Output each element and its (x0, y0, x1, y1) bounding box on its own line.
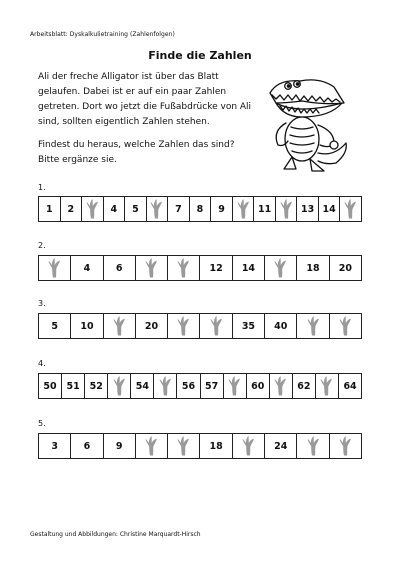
footprint-icon (113, 376, 126, 396)
missing-number-cell[interactable] (276, 197, 298, 221)
footprint-icon (145, 258, 158, 278)
page-title: Finde die Zahlen (148, 49, 252, 62)
missing-number-cell[interactable] (297, 314, 329, 338)
footprint-icon (237, 199, 250, 219)
number-cell: 50 (39, 374, 62, 398)
intro-paragraph-story: Ali der freche Alligator ist über das Blatt gelaufen. Dabei ist er auf ein paar Zahlen getreten. Dort wo jetzt die Fußabdrücke von Ali sind, sollten eigentlich Zahlen stehen. (38, 72, 252, 127)
number-cell: 6 (104, 256, 136, 280)
number-cell: 4 (71, 256, 103, 280)
footprint-icon (159, 376, 172, 396)
number-cell: 3 (39, 434, 71, 458)
number-cell: 20 (136, 314, 168, 338)
number-cell: 5 (39, 314, 71, 338)
missing-number-cell[interactable] (265, 256, 297, 280)
missing-number-cell[interactable] (136, 256, 168, 280)
exercise-label: 3. (38, 299, 46, 308)
number-cell: 9 (211, 197, 233, 221)
footprint-icon (48, 258, 61, 278)
missing-number-cell[interactable] (168, 434, 200, 458)
number-cell: 57 (201, 374, 224, 398)
footprint-icon (113, 316, 126, 336)
number-sequence-row (38, 373, 362, 399)
footprint-icon (150, 199, 163, 219)
number-cell: 4 (104, 197, 126, 221)
footprint-icon (274, 376, 287, 396)
number-cell: 20 (338, 262, 352, 274)
number-cell: 51 (62, 374, 85, 398)
number-sequence-row (38, 313, 362, 339)
footprint-icon (242, 436, 255, 456)
footprint-icon (307, 436, 320, 456)
number-sequence-row (38, 196, 362, 222)
credits-footer: Gestaltung und Abbildungen: Christine Marquardt-Hirsch (30, 531, 201, 538)
number-cell: 54 (131, 374, 154, 398)
footprint-icon (339, 436, 352, 456)
number-cell: 2 (61, 197, 83, 221)
missing-number-cell[interactable] (168, 314, 200, 338)
missing-number-cell[interactable] (104, 314, 136, 338)
footprint-icon (228, 376, 241, 396)
number-cell: 24 (265, 434, 297, 458)
exercise-label: 4. (38, 359, 46, 368)
footprint-icon (344, 199, 357, 219)
exercise-label: 1. (38, 183, 46, 192)
footprint-icon (339, 316, 352, 336)
number-sequence-row (38, 255, 362, 281)
missing-number-cell[interactable] (233, 197, 255, 221)
number-cell: 10 (71, 314, 103, 338)
missing-number-cell[interactable] (270, 374, 293, 398)
exercise-label: 2. (38, 241, 46, 250)
missing-number-cell[interactable] (297, 434, 329, 458)
number-cell: 1 (39, 197, 61, 221)
missing-number-cell[interactable] (316, 374, 339, 398)
footprint-icon (86, 199, 99, 219)
footprint-icon (177, 436, 190, 456)
number-cell: 7 (168, 197, 190, 221)
number-cell: 52 (85, 374, 108, 398)
intro-paragraph-task: Findest du heraus, welche Zahlen das sind? Bitte ergänze sie. (38, 140, 235, 165)
missing-number-cell[interactable] (224, 374, 247, 398)
missing-number-cell[interactable] (108, 374, 131, 398)
number-cell: 56 (177, 374, 200, 398)
number-cell: 40 (265, 314, 297, 338)
missing-number-cell[interactable] (200, 314, 232, 338)
missing-number-cell[interactable] (330, 314, 361, 338)
footprint-icon (307, 316, 320, 336)
number-cell: 64 (343, 380, 357, 392)
footprint-icon (320, 376, 333, 396)
footprint-icon (177, 316, 190, 336)
number-cell: 14 (319, 197, 341, 221)
footprint-icon (274, 258, 287, 278)
number-cell: 62 (293, 374, 316, 398)
missing-number-cell[interactable] (39, 256, 71, 280)
missing-number-cell[interactable] (147, 197, 169, 221)
number-cell: 8 (190, 197, 212, 221)
number-cell: 12 (200, 256, 232, 280)
number-cell: 14 (233, 256, 265, 280)
missing-number-cell[interactable] (168, 256, 200, 280)
missing-number-cell[interactable] (82, 197, 104, 221)
footprint-icon (145, 436, 158, 456)
number-cell: 35 (233, 314, 265, 338)
number-cell: 18 (200, 434, 232, 458)
footprint-icon (280, 199, 293, 219)
number-cell: 60 (247, 374, 270, 398)
missing-number-cell[interactable] (340, 197, 361, 221)
intro-text (38, 70, 258, 168)
footprint-icon (177, 258, 190, 278)
footprint-icon (210, 316, 223, 336)
missing-number-cell[interactable] (136, 434, 168, 458)
number-cell: 6 (71, 434, 103, 458)
number-cell: 5 (125, 197, 147, 221)
missing-number-cell[interactable] (233, 434, 265, 458)
missing-number-cell[interactable] (154, 374, 177, 398)
alligator-illustration (258, 73, 353, 173)
worksheet-header-note: Arbeitsblatt: Dyskalkulietraining (Zahlenfolgen) (30, 31, 175, 38)
number-cell: 13 (297, 197, 319, 221)
number-cell: 18 (297, 256, 329, 280)
missing-number-cell[interactable] (330, 434, 361, 458)
exercise-label: 5. (38, 419, 46, 428)
number-cell: 11 (254, 197, 276, 221)
number-cell: 9 (104, 434, 136, 458)
number-sequence-row (38, 433, 362, 459)
